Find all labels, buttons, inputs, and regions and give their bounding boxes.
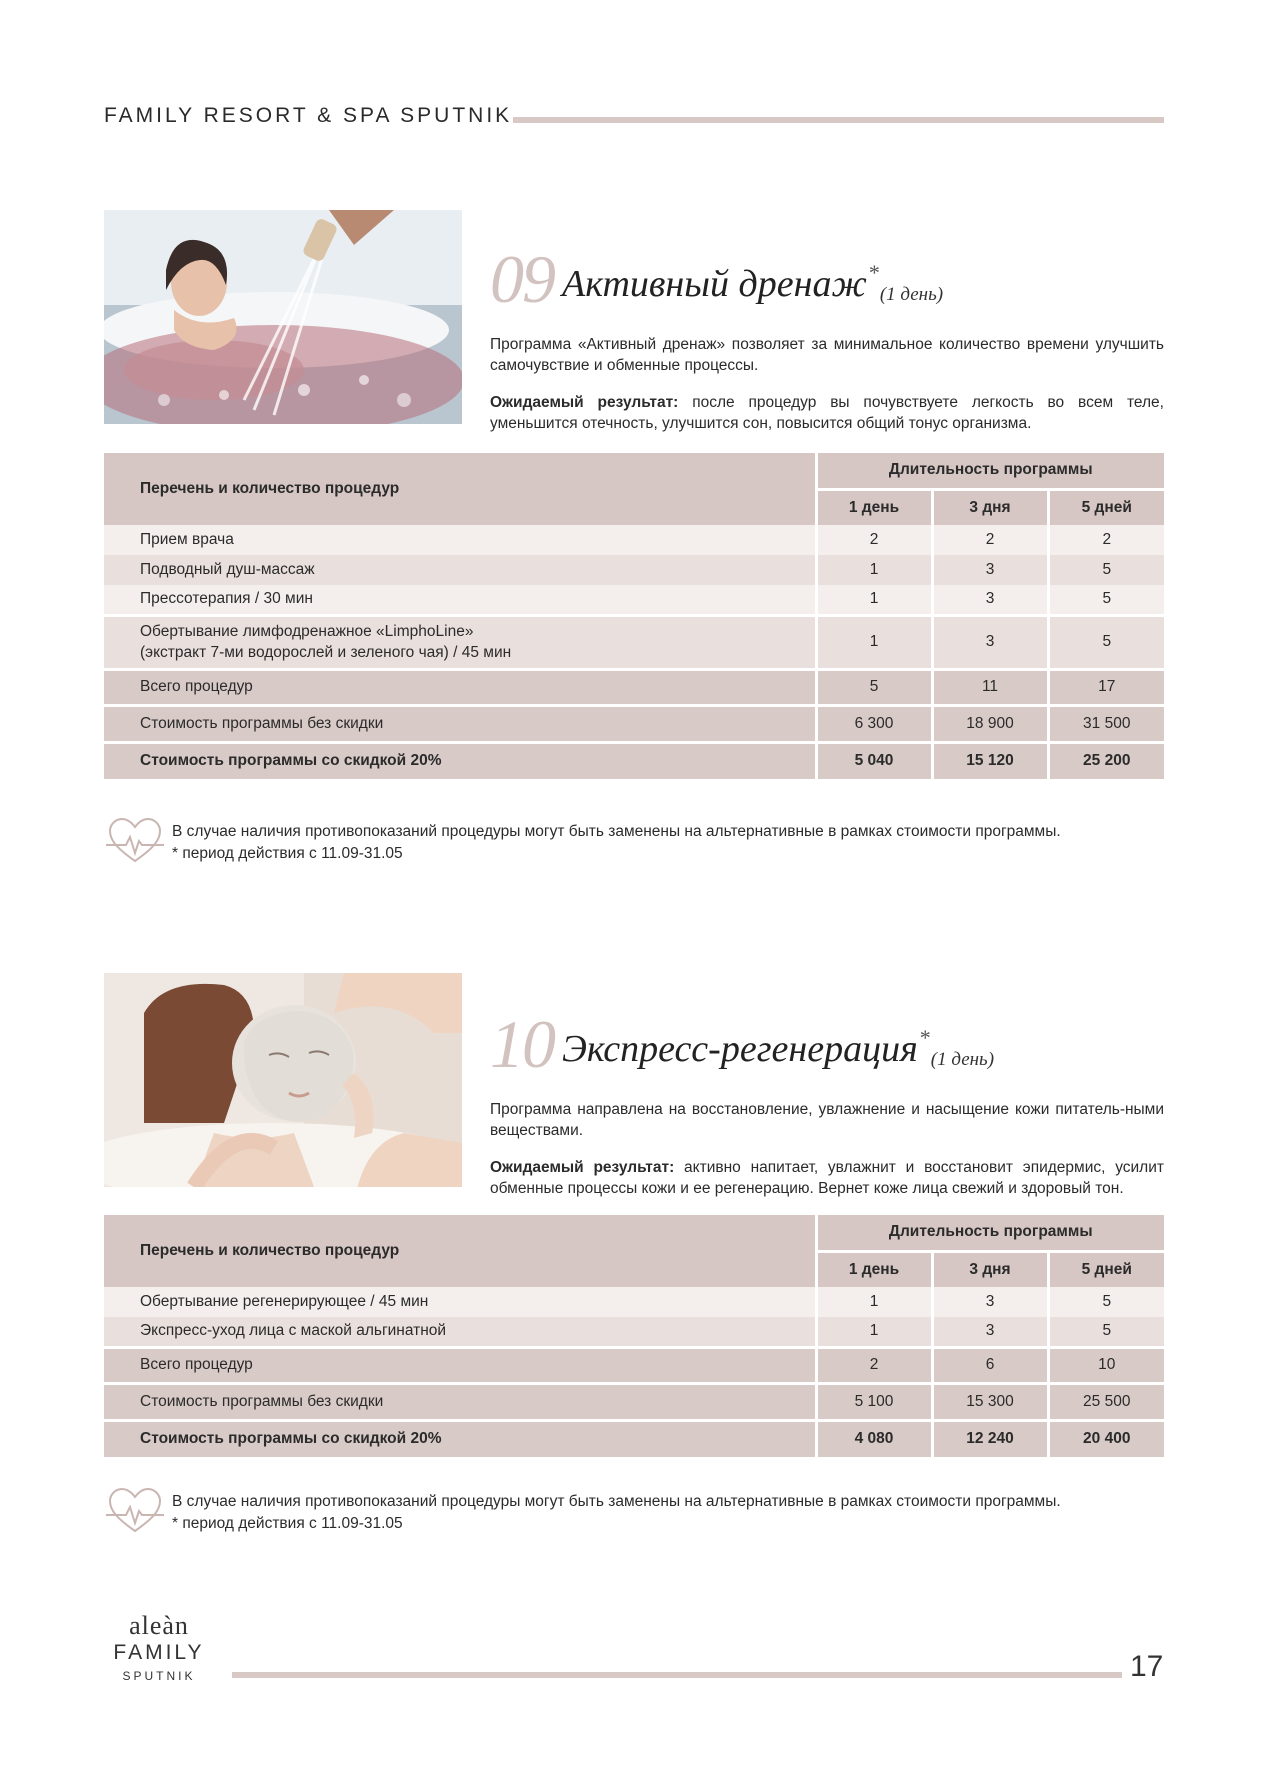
table-row (104, 555, 1164, 585)
table-discount-row (104, 1420, 1164, 1457)
row-value: 25 500 (1048, 1383, 1164, 1420)
row-value: 3 (932, 615, 1048, 669)
row-value: 15 300 (932, 1383, 1048, 1420)
row-value: 5 (1048, 1317, 1164, 1347)
row-value: 3 (932, 585, 1048, 615)
note-text: В случае наличия противопоказаний процедуры могут быть заменены на альтернативные в рамках стоимости программы. (172, 823, 1061, 840)
period-text: * период действия с 11.09-31.05 (172, 845, 403, 862)
program-10-heading (490, 1006, 1164, 1082)
brand-logo (104, 1612, 214, 1686)
row-value: 1 (816, 555, 932, 585)
bath-photo-illustration (104, 210, 462, 424)
program-description: Программа направлена на восстановление, увлажнение и насыщение кожи питатель-ными веществами. (490, 1101, 1164, 1139)
row-name (104, 615, 816, 669)
table-total-row (104, 1347, 1164, 1383)
row-value: 20 400 (1048, 1420, 1164, 1457)
program-subtitle: (1 день) (879, 284, 944, 305)
row-value: 5 (1048, 585, 1164, 615)
program-09-table (104, 453, 1164, 779)
result-label: Ожидаемый результат: (490, 1159, 675, 1176)
row-name: Обертывание регенерирующее / 45 мин (140, 1293, 429, 1310)
row-value: 4 080 (816, 1420, 932, 1457)
row-value: 11 (932, 669, 1048, 705)
row-value: 3 (932, 555, 1048, 585)
row-value: 10 (1048, 1347, 1164, 1383)
row-value: 1 (816, 585, 932, 615)
table-col-3: 5 дней (1048, 489, 1164, 525)
row-name: Подводный душ-массаж (140, 561, 315, 578)
row-value: 25 200 (1048, 742, 1164, 779)
logo-sputnik: SPUTNIK (122, 1669, 196, 1683)
program-subtitle: (1 день) (930, 1049, 995, 1070)
row-name: Стоимость программы со скидкой 20% (104, 742, 816, 779)
program-description: Программа «Активный дренаж» позволяет за минимальное количество времени улучшить самочувствие и обменные процессы. (490, 336, 1164, 374)
row-value: 12 240 (932, 1420, 1048, 1457)
program-09-heading (490, 241, 1164, 317)
page-number: 17 (1130, 1650, 1164, 1683)
table-row (104, 525, 1164, 555)
row-name: Всего процедур (104, 669, 816, 705)
program-09-section (490, 241, 1164, 434)
row-value: 2 (816, 1347, 932, 1383)
table-col-header: Перечень и количество процедур (104, 453, 816, 525)
row-value: 6 (932, 1347, 1048, 1383)
program-photo-facial (104, 973, 462, 1187)
table-row (104, 1317, 1164, 1347)
program-title: Активный дренаж (562, 263, 867, 305)
table-col-2: 3 дня (932, 489, 1048, 525)
program-number: 09 (490, 241, 554, 317)
note-text: В случае наличия противопоказаний процедуры могут быть заменены на альтернативные в рамках стоимости программы. (172, 1493, 1061, 1510)
table-col-3: 5 дней (1048, 1251, 1164, 1287)
table-col-header: Перечень и количество процедур (104, 1215, 816, 1287)
result-text: после процедур вы почувствуете легкость во всем теле, уменьшится отечность, улучшится сон, повысится общий тонус организма. (490, 394, 1164, 432)
header-divider (513, 117, 1164, 123)
row-value: 31 500 (1048, 705, 1164, 742)
row-value: 5 (1048, 1287, 1164, 1317)
page-header (104, 104, 1164, 128)
logo-family: FAMILY (113, 1641, 205, 1664)
table-row (104, 585, 1164, 615)
row-value: 6 300 (816, 705, 932, 742)
row-value: 2 (1048, 525, 1164, 555)
row-value: 5 (1048, 555, 1164, 585)
row-value: 5 (816, 669, 932, 705)
table-col-1: 1 день (816, 489, 932, 525)
program-09-note (104, 815, 1164, 871)
table-price-row (104, 705, 1164, 742)
program-10-note (104, 1485, 1164, 1541)
table-col-1: 1 день (816, 1251, 932, 1287)
row-value: 15 120 (932, 742, 1048, 779)
program-result (490, 1157, 1164, 1199)
row-value: 5 100 (816, 1383, 932, 1420)
row-name: Всего процедур (104, 1347, 816, 1383)
result-label: Ожидаемый результат: (490, 394, 679, 411)
heart-pulse-icon (104, 815, 166, 867)
program-star: * (919, 1025, 931, 1050)
row-name: Стоимость программы без скидки (104, 1383, 816, 1420)
table-col-2: 3 дня (932, 1251, 1048, 1287)
row-name: Экспресс-уход лица с маской альгинатной (140, 1322, 447, 1340)
row-value: 2 (816, 525, 932, 555)
row-name: Прием врача (140, 531, 234, 548)
row-name-line1: Обертывание лимфодренажное «LimphoLine» (140, 623, 474, 640)
row-name: Прессотерапия / 30 мин (140, 590, 313, 608)
table-total-row (104, 669, 1164, 705)
table-price-row (104, 1383, 1164, 1420)
row-value: 17 (1048, 669, 1164, 705)
program-title: Экспресс-регенерация (562, 1028, 918, 1070)
program-10-section (490, 1006, 1164, 1199)
row-name: Стоимость программы без скидки (104, 705, 816, 742)
program-10-table (104, 1215, 1164, 1457)
row-name-line2: (экстракт 7-ми водорослей и зеленого чая) / 45 мин (140, 644, 512, 661)
row-name: Стоимость программы со скидкой 20% (104, 1420, 816, 1457)
table-group-header: Длительность программы (816, 453, 1164, 489)
row-value: 18 900 (932, 705, 1048, 742)
row-value: 2 (932, 525, 1048, 555)
table-group-header: Длительность программы (816, 1215, 1164, 1251)
row-value: 1 (816, 1317, 932, 1347)
footer-divider (232, 1672, 1122, 1678)
program-star: * (868, 260, 880, 285)
table-discount-row (104, 742, 1164, 779)
row-value: 3 (932, 1317, 1048, 1347)
table-row (104, 615, 1164, 669)
row-value: 5 040 (816, 742, 932, 779)
facial-photo-illustration (104, 973, 462, 1187)
program-photo-bath (104, 210, 462, 424)
program-number: 10 (490, 1006, 554, 1082)
header-title: FAMILY RESORT & SPA SPUTNIK (104, 104, 513, 127)
logo-alean: aleàn (129, 1611, 189, 1640)
row-value: 3 (932, 1287, 1048, 1317)
program-result (490, 392, 1164, 434)
table-row (104, 1287, 1164, 1317)
period-text: * период действия с 11.09-31.05 (172, 1515, 403, 1532)
row-value: 1 (816, 615, 932, 669)
row-value: 5 (1048, 615, 1164, 669)
heart-pulse-icon (104, 1485, 166, 1537)
result-text: активно напитает, увлажнит и восстановит эпидермис, усилит обменные процессы кожи и ее регенерацию. Вернет коже лица свежий и здоровый тон. (490, 1159, 1164, 1197)
row-value: 1 (816, 1287, 932, 1317)
